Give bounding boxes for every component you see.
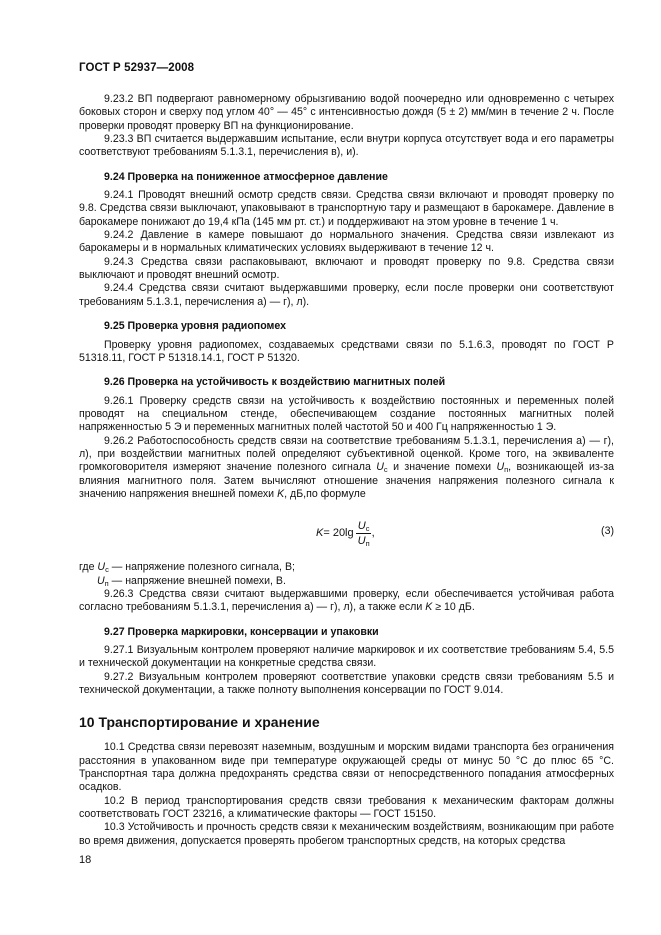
paragraph-9-23-2: 9.23.2 ВП подвергают равномерному обрызгиванию водой поочередно или одновременно с четырех боковых сторон и сверху под углом 40° — 45° с интенсивностью дождя (5 ± 2) мм/мин в течение 2 ч. После проверки проводят проверку ВП на функционирование. [79,93,614,132]
document-header: ГОСТ Р 52937—2008 [79,62,195,74]
heading-9-26: 9.26 Проверка на устойчивость к воздействию магнитных полей [104,376,446,389]
paragraph-10-2: 10.2 В период транспортирования средств связи требования к механическим факторам должны соответствовать ГОСТ 23216, а климатические факторы — ГОСТ 15150. [79,794,614,821]
paragraph-9-24-1: 9.24.1 Проводят внешний осмотр средств связи. Средства связи включают и проводят проверку по 9.8. Средства связи выключают, упаковывают в транспортную тару и размещают в барокамере. Давление в барокамере понижают до 19,4 кПа (145 мм рт. ст.) и поддерживают на этом уровне в течение 1 ч. [79,189,614,228]
var-u: U [376,461,384,474]
paragraph-9-23-3: 9.23.3 ВП считается выдержавшим испытание, если внутри корпуса отсутствует вода и его параметры соответствуют требованиям 5.1.3.1, перечисления в), и). [79,133,614,159]
paragraph-9-26-3: 9.26.3 Средства связи считают выдержавшими проверку, если обеспечивается устойчивая работа согласно требованиям 5.1.3.1, перечисления а) — г), л), а также если K ≥ 10 дБ. [79,587,614,614]
var-u: U [496,461,505,474]
formula-3 [79,507,614,561]
var-k: K [277,487,285,500]
paragraph-9-27-2: 9.27.2 Визуальным контролем проверяют соответствие упаковки средств связи требованиям 5.5 и технической документации, а также полноту выполнения консервации по ГОСТ 9.014. [79,670,614,697]
paragraph-9-27-1: 9.27.1 Визуальным контролем проверяют наличие маркировок и их соответствие требованиям 5.4, 5.5 и технической документации на конкретные средства связи. [79,644,614,670]
paragraph-9-24-2: 9.24.2 Давление в камере повышают до нормального значения. Средства связи извлекают из барокамеры и в нормальных климатических условиях выдерживают в течение 12 ч. [79,229,614,255]
section-10-title: 10 Транспортирование и хранение [79,714,320,731]
paragraph-9-26-2: 9.26.2 Работоспособность средств связи на соответствие требованиям 5.1.3.1, перечисления а) — г), л), при воздействии магнитных полей определяют субъективной оценкой. Кроме того, на эквиваленте громкоговорителя измеряют значение полезного сигнала $U_с$ и значение помехи $U_п$, возникающей из-за влияния магнитного поля. Затем вычисляют отношение значения напряжения полезного сигнала к значению напряжения внешней помехи K, дБ,по формуле [79,434,615,500]
paragraph-9-25: Проверку уровня радиопомех, создаваемых средствами связи по 5.1.6.3, проводят по ГОСТ Р 51318.11, ГОСТ Р 51318.14.1, ГОСТ Р 51320. [79,338,614,364]
paragraph-9-26-1: 9.26.1 Проверку средств связи на устойчивость к воздействию постоянных и переменных полей проводят на специальном стенде, обеспечивающем создание постоянных магнитных полей напряженностью 5 Э и переменных магнитных полей частотой 50 и 400 Гц напряженностью 1 Э. [79,394,614,434]
heading-9-25: 9.25 Проверка уровня радиопомех [104,320,287,333]
formula-number: (3) [601,525,614,538]
page-number: 18 [79,854,92,866]
formula-fraction: $\frac{U_с}{U_п}$ [357,520,370,549]
formula-expression: K = 20lg $\frac{U_с}{U_п}$ , [316,520,375,549]
formula-legend: где $U_с$ — напряжение полезного сигнала, В; $U_п$ — напряжение внешней помехи, В. [79,561,295,588]
heading-9-24: 9.24 Проверка на пониженное атмосферное давление [104,170,388,183]
paragraph-10-3: 10.3 Устойчивость и прочность средств связи к механическим воздействиям, возникающим при работе во время движения, допускается проверять пробегом транспортных средств, на которых средства [79,821,614,847]
paragraph-9-24-3: 9.24.3 Средства связи распаковывают, включают и проводят проверку по 9.8. Средства связи выключают и проводят внешний осмотр. [79,255,614,282]
paragraph-9-24-4: 9.24.4 Средства связи считают выдержавшими проверку, если после проверки они соответствуют требованиям 5.1.3.1, перечисления а) — г), л). [79,282,614,308]
paragraph-10-1: 10.1 Средства связи перевозят наземным, воздушным и морским видами транспорта без ограничения расстояния в упакованном виде при температуре окружающей среды от минус 50 °С до плюс 65 °С. Транспортная тара должна предохранять средства связи от непосредственного попадания атмосферных осадков. [79,741,614,794]
heading-9-27: 9.27 Проверка маркировки, консервации и упаковки [104,625,379,638]
page-content [79,93,614,848]
